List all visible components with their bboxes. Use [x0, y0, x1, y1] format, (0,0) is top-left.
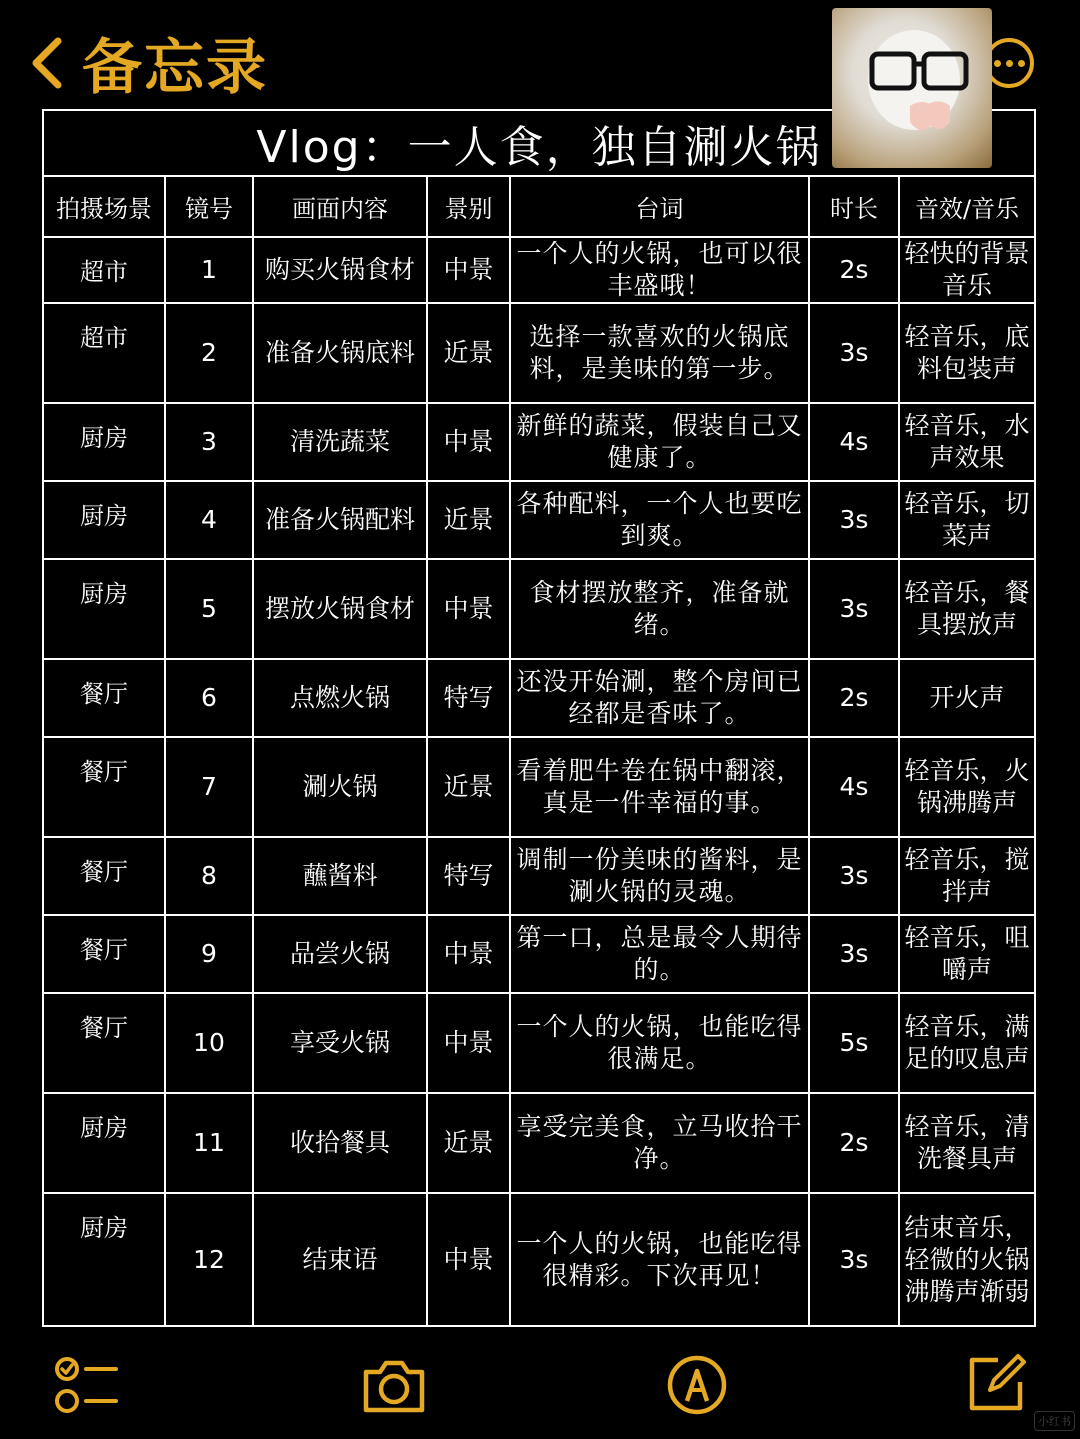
cell-duration: 3s	[809, 481, 899, 559]
markup-pen-icon	[666, 1354, 728, 1416]
cell-framing: 近景	[427, 481, 510, 559]
cell-audio: 轻音乐，清洗餐具声	[899, 1093, 1035, 1193]
cell-framing: 中景	[427, 1193, 510, 1326]
table-title: Vlog：一人食，独自涮火锅	[43, 110, 1035, 176]
cell-audio: 轻音乐，满足的叹息声	[899, 993, 1035, 1093]
cell-duration: 3s	[809, 837, 899, 915]
table-row	[43, 1093, 1035, 1193]
storyboard-table	[42, 109, 1036, 1327]
cell-duration: 3s	[809, 559, 899, 659]
cell-scene: 餐厅	[43, 915, 165, 993]
cell-shot: 3	[165, 403, 253, 481]
cell-audio: 轻音乐，水声效果	[899, 403, 1035, 481]
cell-duration: 3s	[809, 915, 899, 993]
cell-duration: 4s	[809, 737, 899, 837]
table-body	[43, 237, 1035, 1326]
cell-audio: 轻音乐，底料包装声	[899, 303, 1035, 403]
cell-line: 第一口，总是最令人期待的。	[510, 915, 809, 993]
cell-duration: 4s	[809, 403, 899, 481]
cell-audio: 轻快的背景音乐	[899, 237, 1035, 303]
cell-line: 还没开始涮，整个房间已经都是香味了。	[510, 659, 809, 737]
more-dot-icon	[994, 60, 1001, 67]
cell-content: 品尝火锅	[253, 915, 427, 993]
cell-content: 点燃火锅	[253, 659, 427, 737]
cell-audio: 轻音乐，餐具摆放声	[899, 559, 1035, 659]
markup-button[interactable]	[666, 1354, 728, 1420]
cell-audio: 轻音乐，搅拌声	[899, 837, 1035, 915]
cell-shot: 2	[165, 303, 253, 403]
column-header-content: 画面内容	[253, 176, 427, 237]
cat-with-glasses-icon	[832, 8, 992, 168]
column-header-audio: 音效/音乐	[899, 176, 1035, 237]
table-row	[43, 237, 1035, 303]
cell-framing: 中景	[427, 915, 510, 993]
cell-audio: 轻音乐，火锅沸腾声	[899, 737, 1035, 837]
back-label: 备忘录	[82, 33, 268, 103]
column-header-scene: 拍摄场景	[43, 176, 165, 237]
more-dot-icon	[1006, 60, 1013, 67]
cell-duration: 3s	[809, 1193, 899, 1326]
cell-framing: 特写	[427, 837, 510, 915]
cell-scene: 厨房	[43, 481, 165, 559]
cell-shot: 7	[165, 737, 253, 837]
cell-framing: 特写	[427, 659, 510, 737]
cell-shot: 4	[165, 481, 253, 559]
cell-line: 一个人的火锅，也可以很丰盛哦！	[510, 237, 809, 303]
checklist-icon	[54, 1354, 118, 1418]
cell-duration: 3s	[809, 303, 899, 403]
cell-content: 清洗蔬菜	[253, 403, 427, 481]
column-header-duration: 时长	[809, 176, 899, 237]
cell-shot: 10	[165, 993, 253, 1093]
checklist-button[interactable]	[54, 1354, 118, 1422]
cell-scene: 厨房	[43, 559, 165, 659]
cell-audio: 轻音乐，切菜声	[899, 481, 1035, 559]
cell-line: 各种配料，一个人也要吃到爽。	[510, 481, 809, 559]
cell-content: 收拾餐具	[253, 1093, 427, 1193]
cell-shot: 1	[165, 237, 253, 303]
cell-content: 准备火锅底料	[253, 303, 427, 403]
cell-audio: 结束音乐，轻微的火锅沸腾声渐弱	[899, 1193, 1035, 1326]
cell-shot: 6	[165, 659, 253, 737]
cell-content: 准备火锅配料	[253, 481, 427, 559]
watermark: 小红书	[1034, 1411, 1075, 1431]
compose-icon	[964, 1352, 1028, 1416]
cell-scene: 厨房	[43, 1193, 165, 1326]
cell-line: 看着肥牛卷在锅中翻滚，真是一件幸福的事。	[510, 737, 809, 837]
cell-scene: 厨房	[43, 403, 165, 481]
cell-content: 结束语	[253, 1193, 427, 1326]
cell-audio: 开火声	[899, 659, 1035, 737]
chevron-left-icon	[28, 33, 68, 93]
cell-scene: 厨房	[43, 1093, 165, 1193]
avatar-sticker	[832, 8, 992, 168]
column-header-framing: 景别	[427, 176, 510, 237]
table-row	[43, 737, 1035, 837]
more-dot-icon	[1018, 60, 1025, 67]
cell-duration: 2s	[809, 237, 899, 303]
cell-line: 新鲜的蔬菜，假装自己又健康了。	[510, 403, 809, 481]
cell-content: 购买火锅食材	[253, 237, 427, 303]
table-header-row	[43, 176, 1035, 237]
cell-content: 摆放火锅食材	[253, 559, 427, 659]
cell-line: 调制一份美味的酱料，是涮火锅的灵魂。	[510, 837, 809, 915]
camera-button[interactable]	[360, 1356, 428, 1420]
cell-scene: 餐厅	[43, 659, 165, 737]
cell-duration: 2s	[809, 659, 899, 737]
cell-audio: 轻音乐，咀嚼声	[899, 915, 1035, 993]
cell-shot: 5	[165, 559, 253, 659]
cell-scene: 餐厅	[43, 993, 165, 1093]
table-row	[43, 837, 1035, 915]
cell-framing: 近景	[427, 737, 510, 837]
cell-framing: 中景	[427, 237, 510, 303]
cell-framing: 近景	[427, 1093, 510, 1193]
cell-line: 一个人的火锅，也能吃得很精彩。下次再见！	[510, 1193, 809, 1326]
cell-scene: 餐厅	[43, 837, 165, 915]
cell-shot: 12	[165, 1193, 253, 1326]
camera-icon	[360, 1356, 428, 1416]
cell-scene: 餐厅	[43, 737, 165, 837]
column-header-shot: 镜号	[165, 176, 253, 237]
cell-framing: 中景	[427, 403, 510, 481]
table-row	[43, 481, 1035, 559]
table-row	[43, 559, 1035, 659]
cell-scene: 超市	[43, 237, 165, 303]
cell-content: 涮火锅	[253, 737, 427, 837]
table-row	[43, 993, 1035, 1093]
cell-duration: 5s	[809, 993, 899, 1093]
table-row	[43, 659, 1035, 737]
cell-framing: 中景	[427, 993, 510, 1093]
compose-button[interactable]	[964, 1352, 1028, 1420]
table-row	[43, 915, 1035, 993]
cell-content: 享受火锅	[253, 993, 427, 1093]
cell-duration: 2s	[809, 1093, 899, 1193]
cell-line: 享受完美食，立马收拾干净。	[510, 1093, 809, 1193]
table-row	[43, 403, 1035, 481]
cell-shot: 9	[165, 915, 253, 993]
table-row	[43, 1193, 1035, 1326]
cell-line: 一个人的火锅，也能吃得很满足。	[510, 993, 809, 1093]
back-button[interactable]	[28, 28, 268, 103]
cell-scene: 超市	[43, 303, 165, 403]
cell-shot: 11	[165, 1093, 253, 1193]
cell-line: 食材摆放整齐，准备就绪。	[510, 559, 809, 659]
column-header-line: 台词	[510, 176, 809, 237]
cell-framing: 近景	[427, 303, 510, 403]
cell-framing: 中景	[427, 559, 510, 659]
cell-line: 选择一款喜欢的火锅底料，是美味的第一步。	[510, 303, 809, 403]
cell-shot: 8	[165, 837, 253, 915]
table-row	[43, 303, 1035, 403]
cell-content: 蘸酱料	[253, 837, 427, 915]
